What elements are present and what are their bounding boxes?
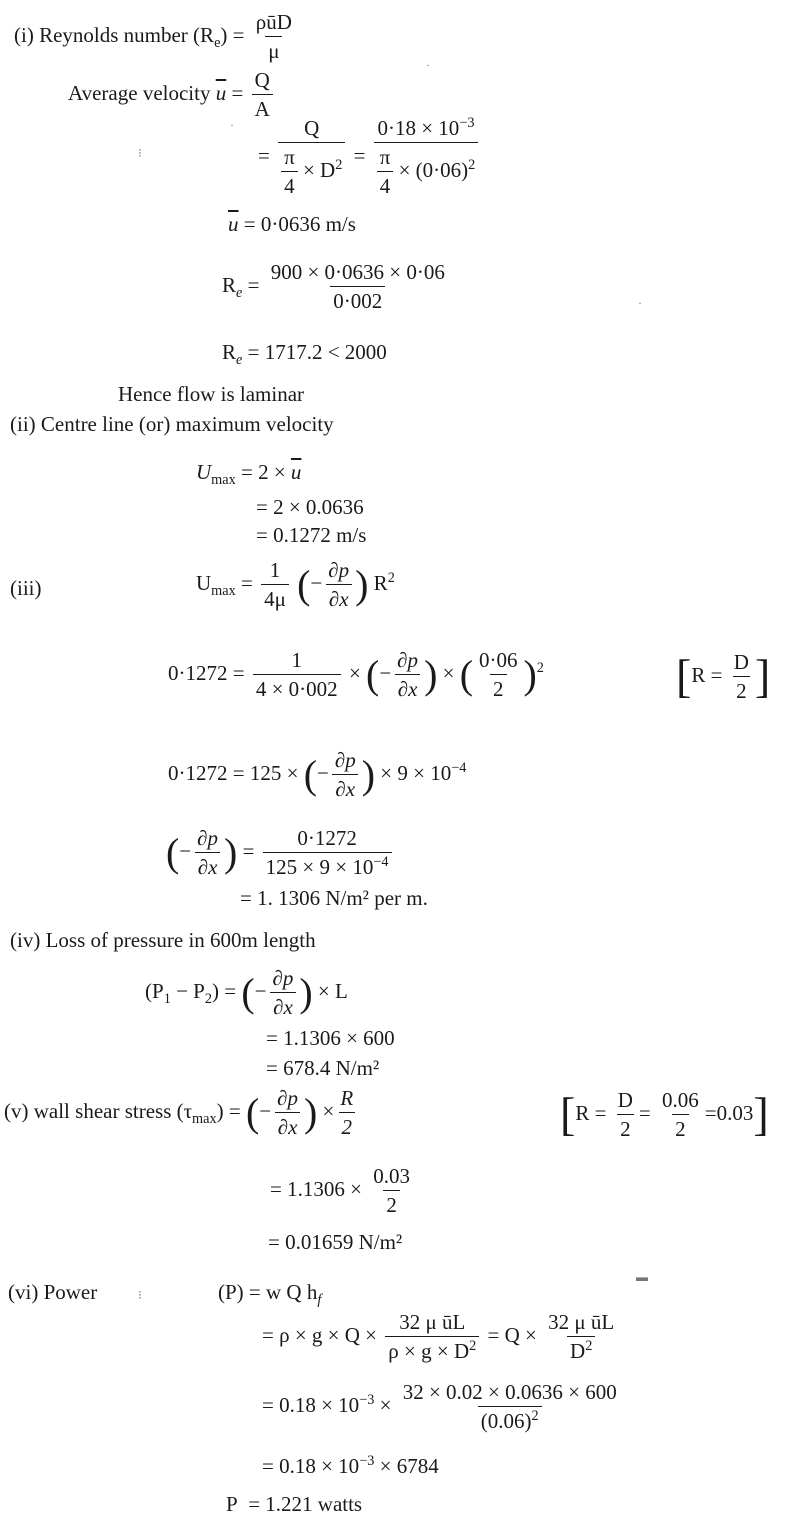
avg-velocity-def: Average velocity $\overline{u}$ = $\frac{Q}{A}$	[68, 70, 276, 120]
wall-shear-formula: (v) wall shear stress $(\tau_{max})$ = (− $\frac{\partial p}{\partial x}$ ) × $\frac{R}{2}$	[4, 1086, 354, 1139]
reynolds-result: $R_e = 1717.2 < 2000$	[222, 340, 387, 369]
avg-velocity-result: $\overline{u} = 0\cdot 0636$ m/s	[228, 212, 356, 236]
reynolds-heading: (i) Reynolds number $(R_e)$ = $\frac{\text{ρūD}}{\mu}$	[14, 12, 298, 62]
umax-pressure-formula: $U_{max}$ = $\frac{1}{4\mu}$ (− $\frac{\partial p}{\partial x}$ ) $R^2$	[196, 558, 395, 611]
simplified-line: 0·1272 = 125 × (− $\frac{\partial p}{\partial x}$ ) × $9 \times 10^{-4}$	[168, 748, 467, 801]
power-formula: (P) = w Q $h_f$	[218, 1280, 322, 1309]
solution-page: (i) Reynolds number $(R_e)$ = $\frac{\text{ρūD}}{\mu}$ Average velocity $\overline{u}$ = $\frac{Q}{A}$ = Q $\frac{\pi}{4}$ × $D^2$ = $0\cdot 18 \times 10^{-3}$ $\frac{\pi}{4}$ × $(0\cdot 06)^2$ $\overline{u} = 0\cdot 0636$ m/s $R_e$ = $\frac{900 \times 0\cdot 0636 \times 0\cdot 06}{0\cdot 002}$ $R_e = 1717.2 < 2000$ Hence flow is laminar (ii) Centre line (or) maximum velocity $U_{max} = 2 \times \overline{u}$ = 2 × 0.0636 = 0.1272 m/s (iii) $U_{max}$ = $\frac{1}{4\mu}$ (− $\frac{\partial p}{\partial x}$ ) $R^2$ 0·1272 = $\frac{1}{4 \times 0\cdot 002}$ × (− $\frac{\partial p}{\partial x}$ ) × ( $\frac{0\cdot 06}{2}$ )$^2$ [R = $\frac{D}{2}$ ] 0·1272 = 125 × (− $\frac{\partial p}{\partial x}$ ) × $9 \times 10^{-4}$ (− $\frac{\partial p}{\partial x}$ ) = $\frac{0\cdot 1272}{125 \times 9 \times 10^{-4}}$ = 1. 1306 N/m² per m. (iv) Loss of pressure in 600m length $(P_1 - P_2)$ = (− $\frac{\partial p}{\partial x}$ ) × L = 1.1306 × 600 = 678.4 N/m² (v) wall shear stress $(\tau_{max})$ = (− $\frac{\partial p}{\partial x}$ ) × $\frac{R}{2}$ [R = $\frac{D}{2}$ = $\frac{0.06}{2}$ =0.03] = 1.1306 × $\frac{0.03}{2}$ = 0.01659 N/m² (vi) Power (P) = w Q $h_f$ = ρ × g × Q × $\frac{\text{32 μ ūL}}{\rho \times g \times D^2}$ = Q × $\frac{\text{32 μ ūL}}{D^2}$ = $0.18 \times 10^{-3}$ × $\frac{32 \times 0.02 \times 0.0636 \times 600}{(0.06)^2}$ = $0.18 \times 10^{-3} \times 6784$ P = 1.221 watts · ⁝ · · ⁝ ▬	[4, 10, 771, 1516]
laminar-conclusion: Hence flow is laminar	[118, 382, 305, 406]
power-product: = $0.18 \times 10^{-3} \times 6784$	[262, 1453, 439, 1478]
pressure-loss-result: = 678.4 N/m²	[266, 1056, 380, 1080]
wall-shear-result: = 0.01659 N/m²	[268, 1230, 403, 1254]
umax-line1: $U_{max} = 2 \times \overline{u}$	[196, 460, 302, 489]
reynolds-calc: $R_e$ = $\frac{900 \times 0\cdot 0636 \times 0\cdot 06}{0\cdot 002}$	[222, 260, 445, 313]
radius-note: [R = $\frac{D}{2}$ ]	[676, 650, 771, 703]
pressure-loss-line2: = 1.1306 × 600	[266, 1026, 395, 1050]
part-iii-label: (iii)	[10, 576, 42, 600]
umax-line2: = 2 × 0.0636	[256, 495, 364, 519]
avg-velocity-expansion: = Q $\frac{\pi}{4}$ × $D^2$ = $0\cdot 18 \times 10^{-3}$ $\frac{\pi}{4}$ × $(0\cdot 06)^2$	[258, 118, 481, 197]
wall-shear-line2: = 1.1306 × $\frac{0.03}{2}$	[270, 1164, 410, 1217]
centre-line-heading: (ii) Centre line (or) maximum velocity	[10, 412, 334, 436]
power-substitution: = $0.18 \times 10^{-3}$ × $\frac{32 \times 0.02 \times 0.0636 \times 600}{(0.06)^2}$	[262, 1380, 617, 1433]
pressure-loss-formula: $(P_1 - P_2)$ = (− $\frac{\partial p}{\partial x}$ ) × L	[145, 966, 348, 1019]
pressure-gradient-result: = 1. 1306 N/m² per m.	[240, 886, 428, 910]
reynolds-formula: $\frac{\text{ρūD}}{\mu}$	[255, 10, 292, 63]
substitution-line: 0·1272 = $\frac{1}{4 \times 0\cdot 002}$ × (− $\frac{\partial p}{\partial x}$ ) × ( $\frac{0\cdot 06}{2}$ )$^2$	[168, 648, 544, 701]
power-result: P = 1.221 watts	[226, 1492, 363, 1516]
power-expansion: = ρ × g × Q × $\frac{\text{32 μ ūL}}{\rho \times g \times D^2}$ = Q × $\frac{\text{32 μ ūL}}{D^2}$	[262, 1310, 615, 1363]
pressure-gradient-calc: (− $\frac{\partial p}{\partial x}$ ) = $\frac{0\cdot 1272}{125 \times 9 \times 10^{-4}}$	[166, 828, 395, 878]
radius-value-note: [R = $\frac{D}{2}$ = $\frac{0.06}{2}$ =0.03]	[560, 1088, 769, 1141]
pressure-loss-heading: (iv) Loss of pressure in 600m length	[10, 928, 316, 952]
power-label: (vi) Power	[8, 1280, 98, 1304]
umax-line3: = 0.1272 m/s	[256, 523, 367, 547]
